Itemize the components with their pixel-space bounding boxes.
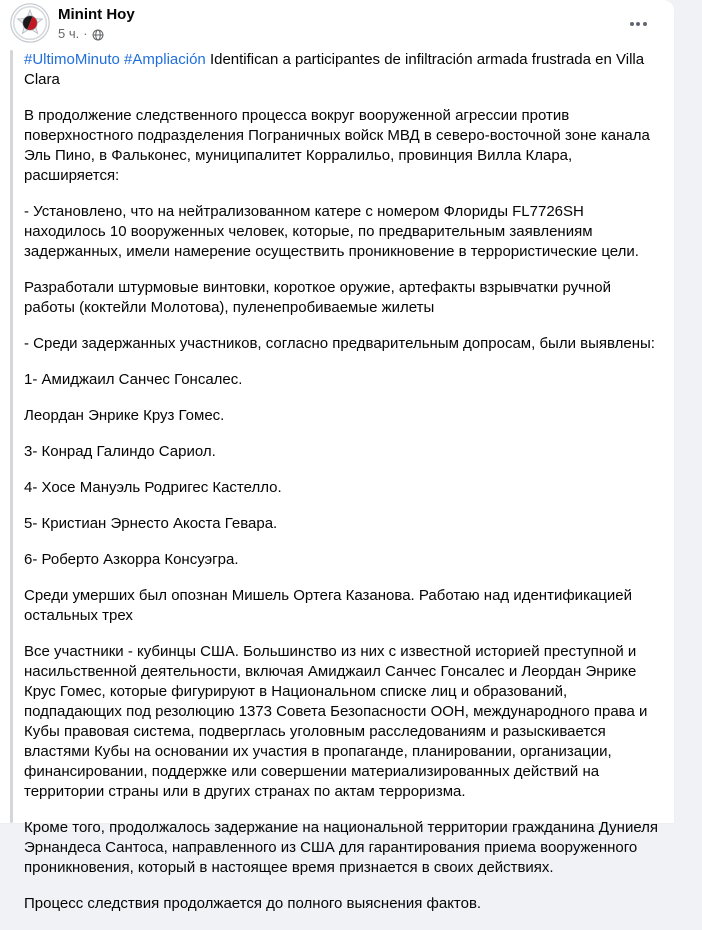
- timestamp-row[interactable]: [58, 25, 135, 42]
- post-paragraph: - Установлено, что на нейтрализованном катере с номером Флориды FL7726SH находилось 10 вооруженных человек, которые, по предварительным заявлениям задержанных, имели намерение осуществить проникновение в террористические цели.: [24, 203, 639, 260]
- post-headline: [24, 50, 660, 90]
- author-name[interactable]: Minint Hoy: [58, 6, 135, 23]
- three-dots-icon: [630, 22, 634, 26]
- headline-text: Identifican a participantes de infiltración armada frustrada en Villa Clara: [24, 51, 645, 88]
- post-list-item: 4- Хосе Мануэль Родригес Кастелло.: [24, 479, 282, 496]
- post-paragraph: Среди умерших был опознан Мишель Ортега Казанова. Работаю над идентификацией остальных трех: [24, 587, 632, 624]
- post-paragraph: Все участники - кубинцы США. Большинство из них с известной историей преступной и насильственной деятельности, включая Амиджаил Санчес Гонсалес и Леордан Энрике Крус Гомес, которые фигурируют в Национальном списке лиц и образований, подпадающих под резолюцию 1373 Совета Безопасности ООН, международного права и Кубы правовая система, подверглась уголовным расследованиям и разыскивается властями Кубы на основании их участия в пропаганде, планировании, организации, финансировании, поддержке или совершении материализированных действий на территории страны или в других странах по актам терроризма.: [24, 643, 648, 800]
- post-paragraph: Кроме того, продолжалось задержание на национальной территории гражданина Дуниеля Эрнандеса Сантоса, направленного из США для гарантирования приема вооруженного проникновения, который в настоящее время признается в своих действиях.: [24, 819, 659, 876]
- comment-thread-line: [10, 50, 13, 823]
- post-paragraph: В продолжение следственного процесса вокруг вооруженной агрессии против поверхностного подразделения Пограничных войск МВД в северо-восточной зоне канала Эль Пино, в Фальконес, муниципалитет Корралильо, провинция Вилла Клара, расширяется:: [24, 107, 650, 184]
- dot-separator: ·: [83, 26, 88, 41]
- three-dots-icon: [643, 22, 647, 26]
- post-list-item: 1- Амиджаил Санчес Гонсалес.: [24, 371, 243, 388]
- post-meta: [58, 5, 135, 42]
- post-paragraph: Процесс следствия продолжается до полного выяснения фактов.: [24, 895, 482, 912]
- post-paragraph: - Среди задержанных участников, согласно предварительным допросам, были выявлены:: [24, 335, 655, 352]
- minint-seal-logo: [10, 3, 50, 43]
- timestamp[interactable]: 5 ч.: [58, 26, 80, 41]
- post-list-item: 3- Конрад Галиндо Сариол.: [24, 443, 216, 460]
- post-list-item: Леордан Энрике Круз Гомес.: [24, 407, 225, 424]
- hashtag-link[interactable]: #Ampliación: [124, 51, 206, 68]
- post-list-item: 5- Кристиан Эрнесто Акоста Гевара.: [24, 515, 278, 532]
- post-list-item: 6- Роберто Азкорра Консуэгра.: [24, 551, 239, 568]
- three-dots-icon: [636, 22, 640, 26]
- post-header: [0, 0, 674, 46]
- globe-icon: [92, 28, 104, 40]
- avatar[interactable]: [10, 3, 50, 43]
- post-body: [24, 50, 660, 930]
- hashtag-link[interactable]: #UltimoMinuto: [24, 51, 120, 68]
- more-options-button[interactable]: [622, 10, 654, 38]
- post-paragraph: Разработали штурмовые винтовки, короткое оружие, артефакты взрывчатки ручной работы (коктейли Молотова), пуленепробиваемые жилеты: [24, 279, 611, 316]
